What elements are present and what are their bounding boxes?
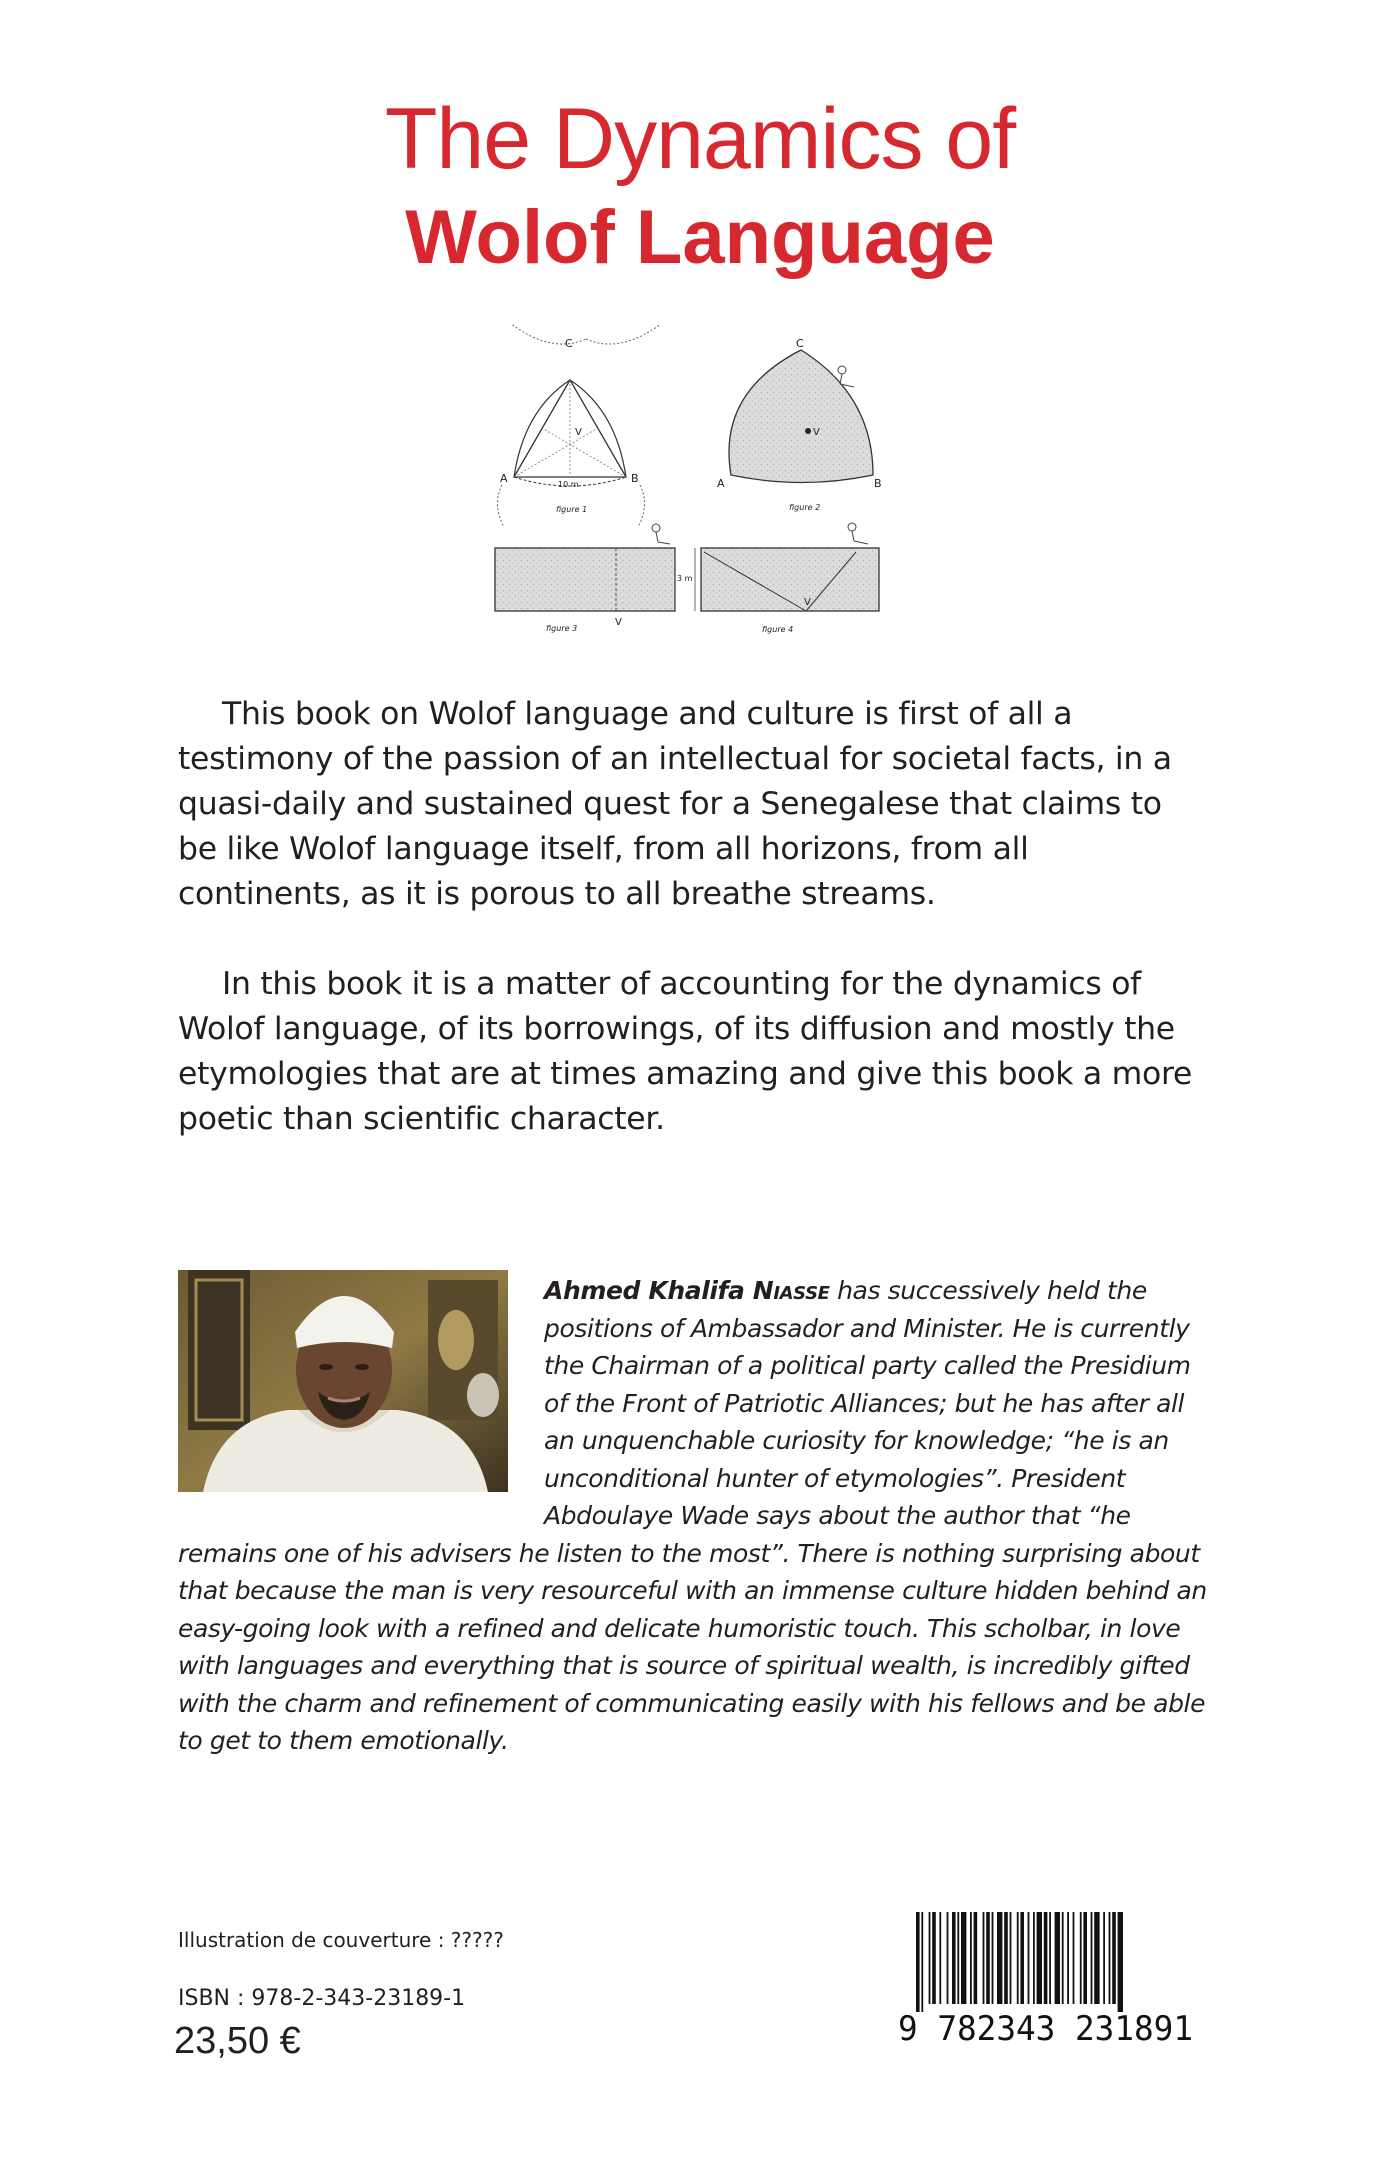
cover-illustration-credit: Illustration de couverture : ????? xyxy=(178,1928,504,1952)
geometry-figures xyxy=(490,325,890,645)
isbn: ISBN : 978-2-343-23189-1 xyxy=(178,1986,466,2011)
observer-figure-2 xyxy=(838,366,854,387)
barcode-bar xyxy=(986,1912,990,2004)
barcode-bar xyxy=(1037,1912,1042,2004)
fig3-caption: figure 3 xyxy=(546,624,578,633)
barcode-bar xyxy=(939,1912,941,2004)
observer-figure-4 xyxy=(848,523,868,544)
barcode-bar xyxy=(1020,1912,1024,2004)
fig3-label-height: 3 m xyxy=(677,574,693,583)
fig1-label-base: 10 m xyxy=(558,480,579,489)
figure-2 xyxy=(717,337,882,512)
barcode-bar xyxy=(1017,1912,1019,2004)
description-paragraph-1-text: This book on Wolof language and culture is first of all a testimony of the passion of an intellectual for societal facts, in a quasi-daily and sustained quest for a Senegalese that claims to be like Wolof language itself, from all horizons, from all continents, as it is porous to all breathe streams. xyxy=(178,696,1172,912)
figure-4 xyxy=(695,523,879,634)
barcode-bar xyxy=(1067,1912,1069,2004)
barcode-bar xyxy=(997,1912,1002,2004)
barcode-bar xyxy=(1109,1912,1111,2004)
fig1-label-a: A xyxy=(500,472,508,485)
description-paragraph-2-text: In this book it is a matter of accounting for the dynamics of Wolof language, of its borrowings, of its diffusion and mostly the etymologies that are at times amazing and give this book a more poetic than scientific character. xyxy=(178,966,1193,1137)
barcode-bar xyxy=(1118,1912,1123,2012)
barcode-bar xyxy=(952,1912,956,2004)
barcode-bar xyxy=(1033,1912,1035,2004)
barcode-bar xyxy=(1004,1912,1008,2004)
barcode-bar xyxy=(961,1912,966,2004)
barcode-bar xyxy=(932,1912,936,2004)
author-bio xyxy=(178,1272,1208,1760)
author-name xyxy=(544,1276,830,1305)
fig4-caption: figure 4 xyxy=(762,625,794,634)
barcode-bar xyxy=(983,1912,985,2004)
fig2-caption: figure 2 xyxy=(789,503,821,512)
barcode-bar xyxy=(1103,1912,1105,2004)
price: 23,50 € xyxy=(174,2020,301,2062)
barcode-bar xyxy=(1091,1912,1093,2004)
barcode-bar xyxy=(1049,1912,1051,2004)
fig4-label-v: V xyxy=(804,597,811,608)
fig1-label-b: B xyxy=(631,472,639,485)
book-title-line2: Wolof Language xyxy=(405,195,995,280)
barcode-bar xyxy=(1062,1912,1064,2004)
barcode-bar xyxy=(921,1912,923,2012)
figure-3 xyxy=(495,524,693,633)
figure-1 xyxy=(497,325,666,527)
barcode-bar xyxy=(916,1912,920,2012)
fig2-label-b: B xyxy=(874,477,882,490)
barcode-bar xyxy=(970,1912,972,2004)
fig3-label-v: V xyxy=(615,617,622,628)
description-paragraph-2 xyxy=(178,962,1208,1142)
barcode-digits: 9 782343 231891 xyxy=(898,2009,1193,2042)
barcode-bar xyxy=(1044,1912,1048,2004)
description-paragraph-1 xyxy=(178,692,1208,917)
fig1-label-v: V xyxy=(575,427,582,438)
barcode-bar xyxy=(1094,1912,1099,2004)
barcode-bar xyxy=(1028,1912,1030,2004)
barcode-bar xyxy=(1080,1912,1082,2004)
fig2-label-v: V xyxy=(813,427,820,438)
fig2-label-a: A xyxy=(717,477,725,490)
barcode-bar xyxy=(947,1912,949,2004)
fig1-caption: figure 1 xyxy=(556,505,588,514)
barcode-bar xyxy=(1112,1912,1116,2004)
author-first-names: Ahmed Khalifa xyxy=(544,1276,745,1305)
book-title-line1: The Dynamics of xyxy=(384,91,1016,187)
barcode-bar xyxy=(974,1912,978,2004)
author-surname: Niasse xyxy=(752,1276,830,1305)
barcode-bar xyxy=(957,1912,959,2004)
barcode xyxy=(898,1912,1208,2042)
fig2-label-c: C xyxy=(796,337,804,350)
barcode-bar xyxy=(1055,1912,1060,2004)
observer-figure-3 xyxy=(652,524,670,544)
barcode-bar xyxy=(929,1912,931,2004)
fig1-label-c: C xyxy=(565,337,573,350)
barcode-bar xyxy=(1010,1912,1012,2004)
barcode-bar xyxy=(1083,1912,1087,2004)
barcode-bar xyxy=(992,1912,994,2004)
barcode-bar xyxy=(1073,1912,1075,2004)
author-bio-text: has successively held the positions of Ambassador and Minister. He is currently the Chairman of a political party called the Presidium of the Front of Patriotic Alliances; but he has after all an unquenchable curiosity for knowledge; “he is an unconditional hunter of etymologies”. President Abdoulaye Wade says about the author that “he remains one of his advisers he listen to the most”. There is nothing surprising about that because the man is very resourceful with an immense culture hidden behind an easy-going look with a refined and delicate humoristic touch. This scholbar, in love with languages and everything that is source of spiritual wealth, is incredibly gifted with the charm and refinement of communicating easily with his fellows and be able to get to them emotionally. xyxy=(178,1276,1207,1755)
